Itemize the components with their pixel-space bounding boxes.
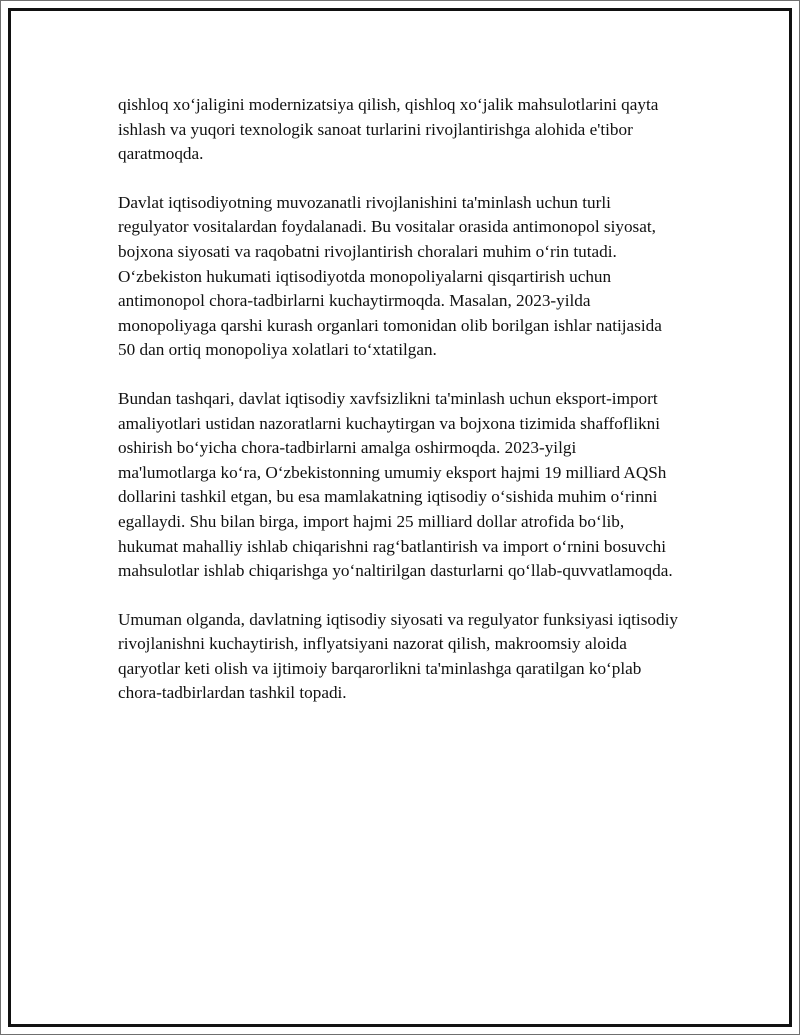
document-body bbox=[118, 93, 678, 730]
paragraph-2: Davlat iqtisodiyotning muvozanatli rivojlanishini ta'minlash uchun turli regulyator vositalardan foydalanadi. Bu vositalar orasida antimonopol siyosat, bojxona siyosati va raqobatni rivojlantirish choralari muhim o‘rin tutadi. O‘zbekiston hukumati iqtisodiyotda monopoliyalarni qisqartirish uchun antimonopol chora-tadbirlarni kuchaytirmoqda. Masalan, 2023-yilda monopoliyaga qarshi kurash organlari tomonidan olib borilgan ishlar natijasida 50 dan ortiq monopoliya xolatlari to‘xtatilgan. bbox=[118, 192, 662, 360]
paragraph-1: qishloq xo‘jaligini modernizatsiya qilish, qishloq xo‘jalik mahsulotlarini qayta ishlash va yuqori texnologik sanoat turlarini rivojlantirishga alohida e'tibor qaratmoqda. bbox=[118, 95, 659, 164]
paragraph-3: Bundan tashqari, davlat iqtisodiy xavfsizlikni ta'minlash uchun eksport-import amaliyotlari ustidan nazoratlarni kuchaytirgan va bojxona tizimida shaffoflikni oshirish bo‘yicha chora-tadbirlarni amalga oshirmoqda. 2023-yilgi ma'lumotlarga ko‘ra, O‘zbekistonning umumiy eksport hajmi 19 milliard AQSh dollarini tashkil etgan, bu esa mamlakatning iqtisodiy o‘sishida muhim o‘rinni egallaydi. Shu bilan birga, import hajmi 25 milliard dollar atrofida bo‘lib, hukumat mahalliy ishlab chiqarishni rag‘batlantirish va import o‘rnini bosuvchi mahsulotlar ishlab chiqarishga yo‘naltirilgan dasturlarni qo‘llab-quvvatlamoqda. bbox=[118, 388, 673, 581]
paragraph-4: Umuman olganda, davlatning iqtisodiy siyosati va regulyator funksiyasi iqtisodiy rivojlanishni kuchaytirish, inflyatsiyani nazorat qilish, makroomsiy aloida qaryotlar keti olish va ijtimoiy barqarorlikni ta'minlashga qaratilgan ko‘plab chora-tadbirlardan tashkil topadi. bbox=[118, 609, 678, 703]
